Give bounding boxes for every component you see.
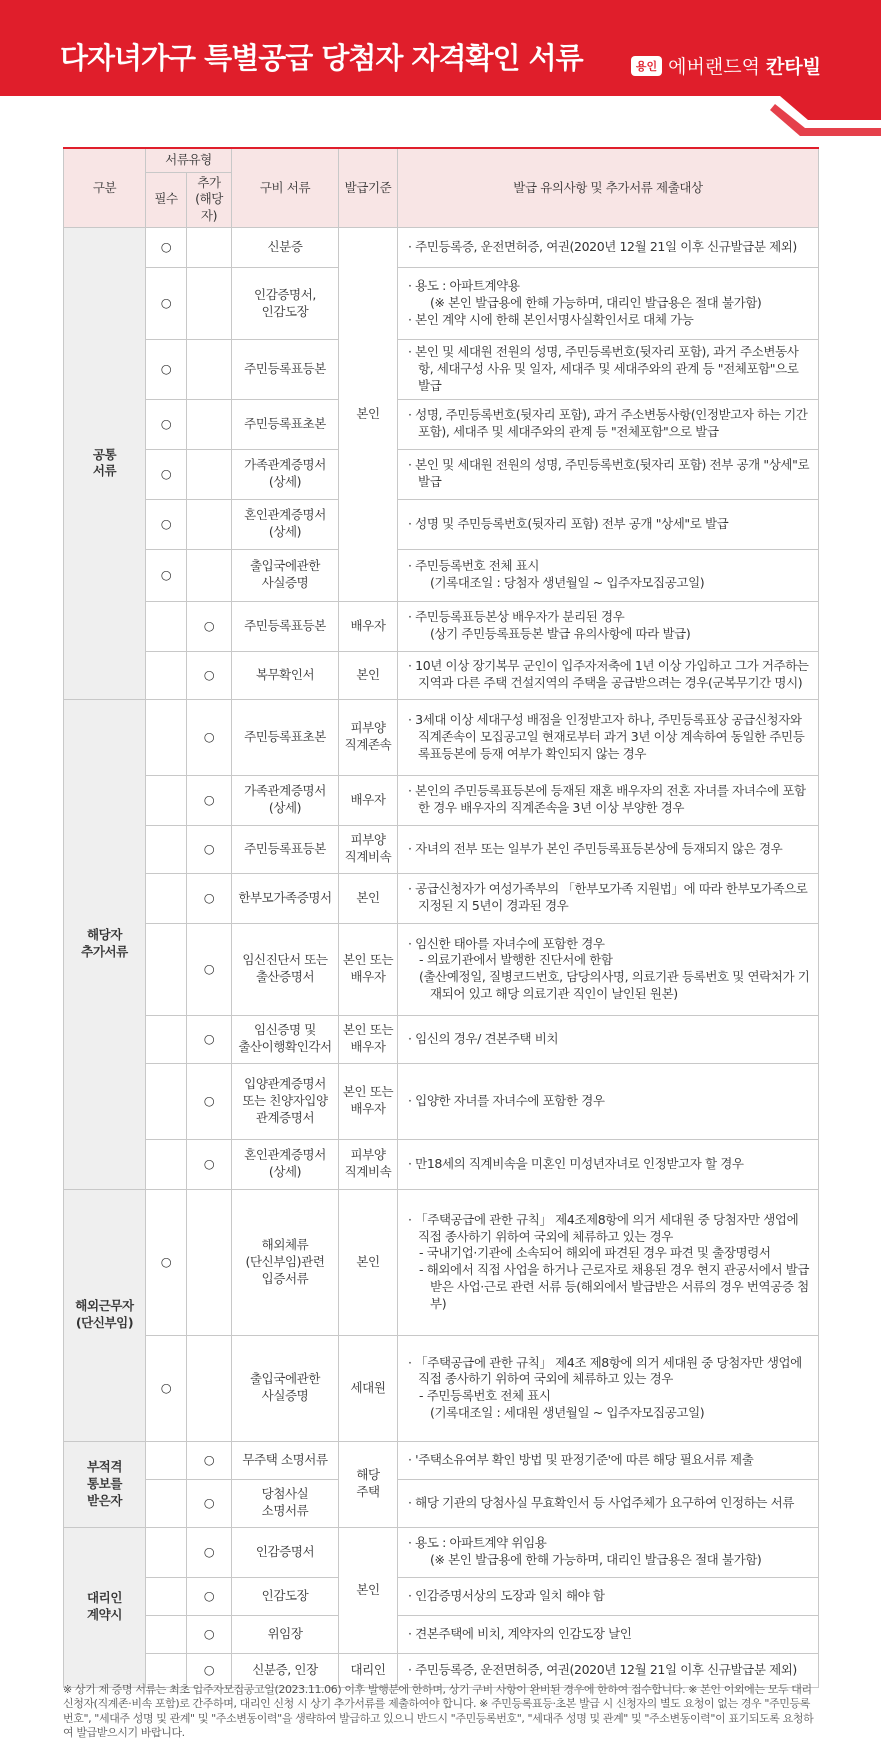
required-mark: ○: [146, 499, 187, 549]
basis-cell: 배우자: [339, 601, 398, 651]
table-row: [64, 601, 819, 651]
additional-mark: ○: [187, 1015, 232, 1063]
note-cell: [398, 268, 819, 340]
empty-cell: [187, 449, 232, 499]
category-common: 공통 서류: [64, 228, 146, 700]
empty-cell: [187, 399, 232, 449]
note-cell: [398, 825, 819, 873]
doc-name: 주민등록표초본: [232, 699, 339, 775]
brand-logo: [631, 52, 821, 79]
basis-cell: 본인: [339, 873, 398, 923]
additional-mark: ○: [187, 923, 232, 1015]
doc-name: 가족관계증명서 (상세): [232, 449, 339, 499]
table-row: [64, 1615, 819, 1653]
empty-cell: [146, 825, 187, 873]
note-line: · 본인 계약 시에 한해 본인서명사실확인서로 대체 가능: [408, 312, 694, 328]
basis-cell: 본인 또는 배우자: [339, 1015, 398, 1063]
note-line: - 주민등록번호 전체 표시: [419, 1388, 551, 1404]
note-line: · 공급신청자가 여성가족부의 「한부모가족 지원법」에 따라 한부모가족으로 지정된 지 5년이 경과된 경우: [408, 881, 808, 914]
header-required: 필수: [146, 172, 187, 228]
table-row: [64, 1441, 819, 1479]
note-line: · 주민등록증, 운전면허증, 여권(2020년 12월 21일 이후 신규발급분 제외): [408, 1661, 797, 1677]
additional-mark: ○: [187, 1479, 232, 1527]
region-badge: 용인: [631, 56, 662, 76]
note-cell: [398, 1479, 819, 1527]
note-line: · 성명, 주민등록번호(뒷자리 포함), 과거 주소변동사항(인정받고자 하는 기간 포함), 세대주 및 세대주와의 관계 등 "전체포함"으로 발급: [408, 407, 808, 440]
note-line: · 주민등록증, 운전면허증, 여권(2020년 12월 21일 이후 신규발급분 제외): [408, 239, 797, 255]
note-cell: [398, 1015, 819, 1063]
doc-name: 위임장: [232, 1615, 339, 1653]
note-cell: [398, 1577, 819, 1615]
additional-mark: ○: [187, 1063, 232, 1139]
empty-cell: [146, 699, 187, 775]
doc-name: 한부모가족증명서: [232, 873, 339, 923]
empty-cell: [146, 601, 187, 651]
note-cell: [398, 1189, 819, 1335]
table-row: [64, 1189, 819, 1335]
note-line: · 인감증명서상의 도장과 일치 해야 함: [408, 1587, 605, 1603]
table-row: [64, 873, 819, 923]
note-cell: [398, 1139, 819, 1189]
additional-mark: ○: [187, 1441, 232, 1479]
additional-mark: ○: [187, 873, 232, 923]
doc-name: 주민등록표초본: [232, 399, 339, 449]
header-notes: 발급 유의사항 및 추가서류 제출대상: [398, 148, 819, 228]
doc-name: 출입국에관한 사실증명: [232, 549, 339, 601]
note-line: · 용도 : 아파트계약용: [408, 278, 520, 294]
doc-name: 주민등록표등본: [232, 825, 339, 873]
additional-mark: ○: [187, 699, 232, 775]
doc-name: 임신증명 및 출산이행확인각서: [232, 1015, 339, 1063]
table-row: [64, 651, 819, 699]
doc-name: 주민등록표등본: [232, 601, 339, 651]
doc-name: 무주택 소명서류: [232, 1441, 339, 1479]
table-row: [64, 549, 819, 601]
note-line: · 3세대 이상 세대구성 배점을 인정받고자 하나, 주민등록표상 공급신청자와 직계존속이 모집공고일 현재로부터 과거 3년 이상 계속하여 동일한 주민등록표등본에 등재 여부가 확인되지 않는 경우: [408, 711, 805, 761]
additional-mark: ○: [187, 1615, 232, 1653]
empty-cell: [187, 499, 232, 549]
basis-cell: 배우자: [339, 775, 398, 825]
note-line: · 주민등록표등본상 배우자가 분리된 경우: [408, 609, 625, 625]
note-line: · 주민등록번호 전체 표시: [408, 558, 540, 574]
note-cell: [398, 399, 819, 449]
brand-name-bold: 칸타빌: [765, 56, 821, 78]
note-cell: [398, 1063, 819, 1139]
note-line: · 본인 및 세대원 전원의 성명, 주민등록번호(뒷자리 포함) 전부 공개 "상세"로 발급: [408, 457, 810, 490]
table-row: [64, 1527, 819, 1577]
documents-table: [63, 147, 819, 1688]
empty-cell: [187, 1335, 232, 1441]
table-row: [64, 1063, 819, 1139]
header-document: 구비 서류: [232, 148, 339, 228]
header-banner: [0, 0, 881, 140]
header-basis: 발급기준: [339, 148, 398, 228]
note-line: · 「주택공급에 관한 규칙」 제4조 제8항에 의거 세대원 중 당첨자만 생업에 직접 종사하기 위하여 국외에 체류하고 있는 경우: [408, 1354, 802, 1387]
note-line: · 성명 및 주민등록번호(뒷자리 포함) 전부 공개 "상세"로 발급: [408, 515, 729, 531]
doc-name: 인감증명서: [232, 1527, 339, 1577]
doc-name: 인감증명서, 인감도장: [232, 268, 339, 340]
empty-cell: [146, 1615, 187, 1653]
note-cell: [398, 499, 819, 549]
footnote: ※ 상기 제 증명 서류는 최초 입주자모집공고일(2023.11.06) 이후 발행분에 한하며, 상기 구비 사항이 완비된 경우에 한하여 접수합니다. ※ 본인 이외에는 모두 대리신청자(직계존·비속 포함)로 간주하며, 대리인 신청 시 상기 추가서류를 제출하여야 합니다. ※ 주민등록표등·초본 발급 시 신청자의 별도 요청이 없는 경우 "주민등록번호", "세대주 성명 및 관계" 및 "주소변동이력"을 생략하여 발급하고 있으니 반드시 "주민등록번호", "세대주 성명 및 관계" 및 "주소변동이력"이 표기되도록 요청하여 발급받으시기 바랍니다.: [63, 1683, 814, 1739]
header-doctype: 서류유형: [146, 148, 232, 172]
category-additional: 해당자 추가서류: [64, 699, 146, 1189]
table-row: [64, 340, 819, 400]
note-line: · '주택소유여부 확인 방법 및 판정기준'에 따른 해당 필요서류 제출: [408, 1451, 754, 1467]
doc-name: 해외체류 (단신부임)관련 입증서류: [232, 1189, 339, 1335]
table-row: [64, 699, 819, 775]
empty-cell: [187, 1189, 232, 1335]
additional-mark: ○: [187, 1139, 232, 1189]
additional-mark: ○: [187, 825, 232, 873]
basis-cell: 본인 또는 배우자: [339, 1063, 398, 1139]
doc-name: 임신진단서 또는 출산증명서: [232, 923, 339, 1015]
table-row: [64, 1139, 819, 1189]
note-cell: [398, 1615, 819, 1653]
note-line: · 견본주택에 비치, 계약자의 인감도장 날인: [408, 1625, 632, 1641]
empty-cell: [146, 1527, 187, 1577]
note-line: · 「주택공급에 관한 규칙」 제4조제8항에 의거 세대원 중 당첨자만 생업에 직접 종사하기 위하여 국외에 체류하고 있는 경우: [408, 1211, 799, 1244]
note-line: - 해외에서 직접 사업을 하거나 근로자로 채용된 경우 현지 관공서에서 발급받은 사업·근로 관련 서류 등(해외에서 발급받은 서류의 경우 번역공증 첨부): [419, 1262, 810, 1311]
empty-cell: [146, 1479, 187, 1527]
basis-cell: 본인 또는 배우자: [339, 923, 398, 1015]
table-row: [64, 399, 819, 449]
doc-name: 혼인관계증명서 (상세): [232, 1139, 339, 1189]
note-line: · 만18세의 직계비속을 미혼인 미성년자녀로 인정받고자 할 경우: [408, 1155, 744, 1171]
note-cell: [398, 699, 819, 775]
doc-name: 당첨사실 소명서류: [232, 1479, 339, 1527]
note-cell: [398, 1335, 819, 1441]
note-line: - 의료기관에서 발행한 진단서에 한함: [419, 952, 613, 968]
basis-cell: 피부양 직계비속: [339, 825, 398, 873]
table-row: [64, 499, 819, 549]
required-mark: ○: [146, 399, 187, 449]
table-row: [64, 825, 819, 873]
note-line: · 입양한 자녀를 자녀수에 포함한 경우: [408, 1092, 605, 1108]
doc-name: 인감도장: [232, 1577, 339, 1615]
required-mark: ○: [146, 549, 187, 601]
basis-cell: 세대원: [339, 1335, 398, 1441]
header-category: 구분: [64, 148, 146, 228]
header-additional: 추가 (해당자): [187, 172, 232, 228]
additional-mark: ○: [187, 651, 232, 699]
empty-cell: [146, 1015, 187, 1063]
note-line: (※ 본인 발급용에 한해 가능하며, 대리인 발급용은 절대 불가함): [430, 1552, 762, 1568]
table-row: [64, 1015, 819, 1063]
empty-cell: [146, 775, 187, 825]
basis-cell: 피부양 직계존속: [339, 699, 398, 775]
note-line: (출산예정일, 질병코드번호, 담당의사명, 의료기관 등록번호 및 연락처가 기재되어 있고 해당 의료기관 직인이 날인된 원본): [419, 969, 810, 1002]
table-row: [64, 1335, 819, 1441]
doc-name: 주민등록표등본: [232, 340, 339, 400]
note-line: (기록대조일 : 당첨자 생년월일 ~ 입주자모집공고일): [430, 575, 705, 591]
empty-cell: [146, 1063, 187, 1139]
note-line: · 본인의 주민등록표등본에 등재된 재혼 배우자의 전혼 자녀를 자녀수에 포함한 경우 배우자의 직계존속을 3년 이상 부양한 경우: [408, 783, 806, 816]
page-title: 다자녀가구 특별공급 당첨자 자격확인 서류: [60, 41, 583, 75]
note-line: (※ 본인 발급용에 한해 가능하며, 대리인 발급용은 절대 불가함): [430, 295, 762, 311]
note-line: · 10년 이상 장기복무 군인이 입주자저축에 1년 이상 가입하고 그가 거주하는 지역과 다른 주택 건설지역의 주택을 공급받으려는 경우(군복무기간 명시): [408, 658, 809, 691]
basis-cell: 본인: [339, 651, 398, 699]
empty-cell: [187, 549, 232, 601]
empty-cell: [146, 651, 187, 699]
note-line: - 국내기업·기관에 소속되어 해외에 파견된 경우 파견 및 출장명령서: [419, 1245, 771, 1261]
note-line: · 해당 기관의 당첨사실 무효확인서 등 사업주체가 요구하여 인정하는 서류: [408, 1494, 795, 1510]
table-row: [64, 1577, 819, 1615]
required-mark: ○: [146, 228, 187, 268]
basis-cell: 본인: [339, 1527, 398, 1653]
note-cell: [398, 449, 819, 499]
note-cell: [398, 1441, 819, 1479]
note-cell: [398, 1527, 819, 1577]
empty-cell: [146, 1441, 187, 1479]
required-mark: ○: [146, 340, 187, 400]
brand-name: [668, 52, 821, 79]
note-line: · 용도 : 아파트계약 위임용: [408, 1535, 547, 1551]
note-line: · 본인 및 세대원 전원의 성명, 주민등록번호(뒷자리 포함), 과거 주소변동사항, 세대구성 사유 및 일자, 세대주 및 세대주와의 관계 등 "전체포함"으로 발급: [408, 344, 799, 393]
brand-name-normal: 에버랜드역: [668, 56, 760, 78]
additional-mark: ○: [187, 1577, 232, 1615]
empty-cell: [146, 923, 187, 1015]
required-mark: ○: [146, 268, 187, 340]
empty-cell: [146, 1139, 187, 1189]
empty-cell: [187, 340, 232, 400]
table-row: [64, 775, 819, 825]
note-line: · 임신한 태아를 자녀수에 포함한 경우: [408, 935, 605, 951]
additional-mark: ○: [187, 601, 232, 651]
note-cell: [398, 601, 819, 651]
doc-name: 신분증: [232, 228, 339, 268]
required-mark: ○: [146, 1189, 187, 1335]
required-mark: ○: [146, 449, 187, 499]
doc-name: 혼인관계증명서 (상세): [232, 499, 339, 549]
table-row: [64, 449, 819, 499]
table-row: [64, 268, 819, 340]
basis-cell: 피부양 직계비속: [339, 1139, 398, 1189]
basis-cell: 본인: [339, 228, 398, 602]
category-proxy: 대리인 계약시: [64, 1527, 146, 1687]
doc-name: 신분증, 인장: [232, 1653, 339, 1687]
empty-cell: [187, 268, 232, 340]
note-cell: [398, 651, 819, 699]
empty-cell: [187, 228, 232, 268]
doc-name: 복무확인서: [232, 651, 339, 699]
table-row: [64, 1479, 819, 1527]
doc-name: 출입국에관한 사실증명: [232, 1335, 339, 1441]
note-cell: [398, 775, 819, 825]
required-mark: ○: [146, 1335, 187, 1441]
additional-mark: ○: [187, 775, 232, 825]
note-line: · 임신의 경우/ 견본주택 비치: [408, 1030, 559, 1046]
additional-mark: ○: [187, 1527, 232, 1577]
category-overseas: 해외근무자 (단신부임): [64, 1189, 146, 1441]
doc-name: 가족관계증명서 (상세): [232, 775, 339, 825]
basis-cell: 본인: [339, 1189, 398, 1335]
empty-cell: [146, 1577, 187, 1615]
category-ineligible: 부적격 통보를 받은자: [64, 1441, 146, 1527]
note-line: · 자녀의 전부 또는 일부가 본인 주민등록표등본상에 등재되지 않은 경우: [408, 840, 783, 856]
table-row: [64, 923, 819, 1015]
doc-name: 입양관계증명서 또는 친양자입양 관계증명서: [232, 1063, 339, 1139]
note-cell: [398, 549, 819, 601]
additional-mark: ○: [187, 1653, 232, 1687]
note-cell: [398, 873, 819, 923]
table-row: [64, 228, 819, 268]
note-cell: [398, 340, 819, 400]
note-cell: [398, 923, 819, 1015]
note-line: (상기 주민등록표등본 발급 유의사항에 따라 발급): [430, 626, 691, 642]
note-line: (기록대조일 : 세대원 생년월일 ~ 입주자모집공고일): [430, 1405, 705, 1421]
note-cell: [398, 228, 819, 268]
basis-cell: 대리인: [339, 1653, 398, 1687]
basis-cell: 해당 주택: [339, 1441, 398, 1527]
empty-cell: [146, 873, 187, 923]
